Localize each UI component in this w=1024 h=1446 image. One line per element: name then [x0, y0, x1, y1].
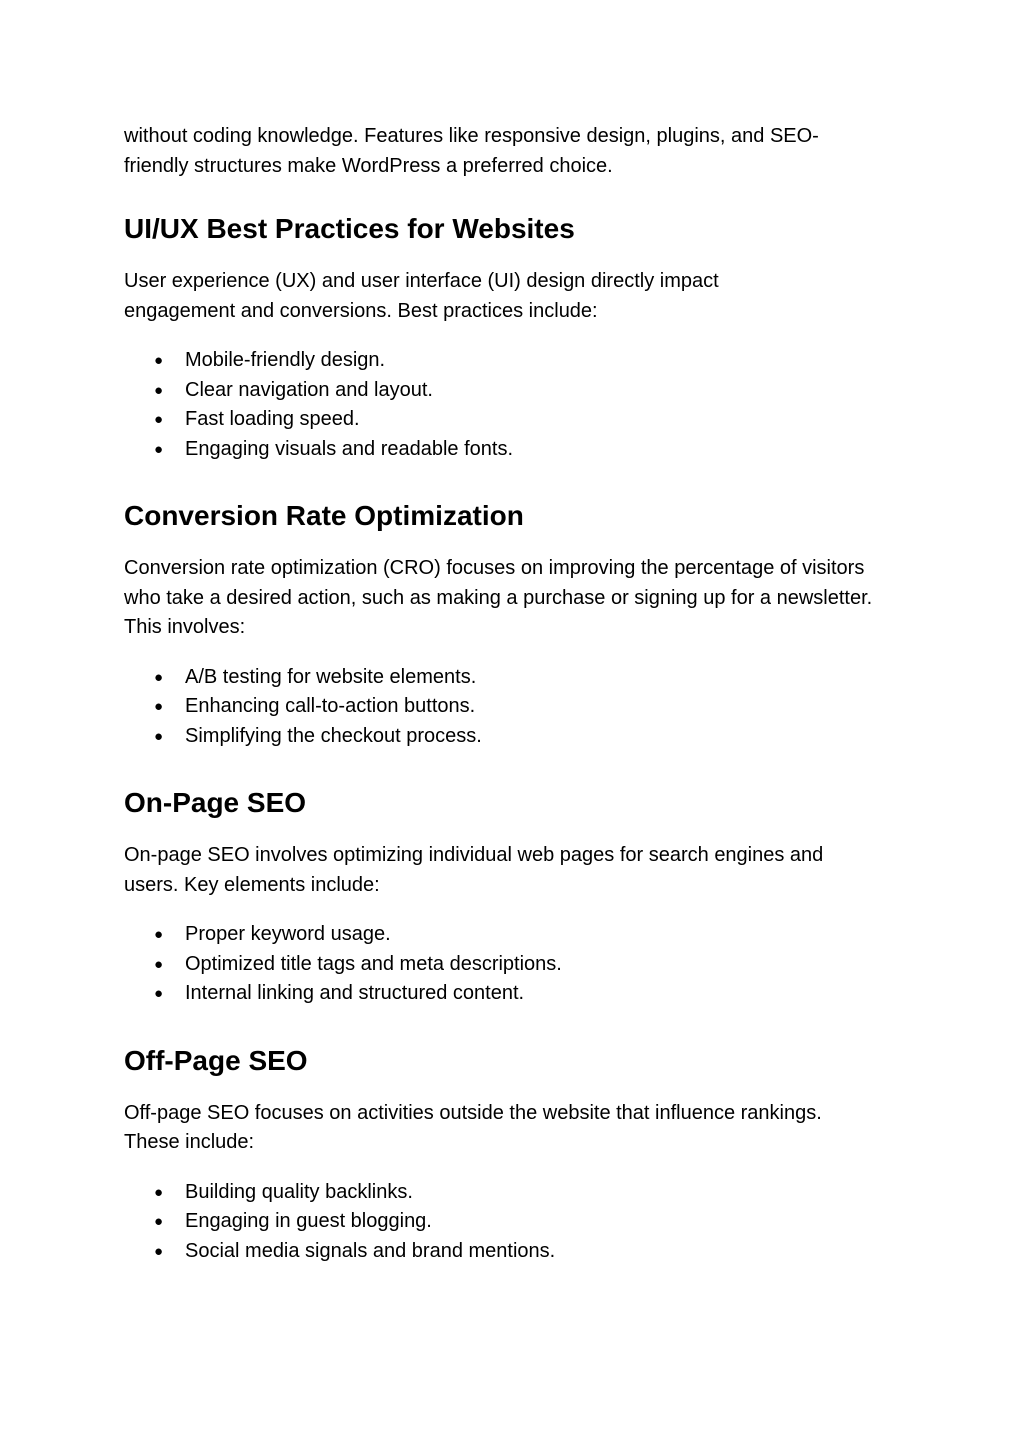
section-paragraph: User experience (UX) and user interface (UI) design directly impact engagement and conversions. Best practices include: [124, 270, 719, 322]
intro-paragraph: without coding knowledge. Features like responsive design, plugins, and SEO-friendly structures make WordPress a preferred choice. [124, 125, 819, 177]
list-item: ● Social media signals and brand mentions. [124, 1237, 904, 1267]
bullet-list [124, 920, 904, 1009]
section [124, 211, 904, 464]
section-heading: On-Page SEO [124, 787, 307, 818]
list-item: ● Clear navigation and layout. [124, 376, 904, 406]
list-item: ● Proper keyword usage. [124, 920, 904, 950]
document-content [124, 122, 904, 1266]
list-item: ● Engaging in guest blogging. [124, 1207, 904, 1237]
list-item: ● Internal linking and structured content. [124, 979, 904, 1009]
list-item: ● Optimized title tags and meta descriptions. [124, 950, 904, 980]
section-heading: UI/UX Best Practices for Websites [124, 213, 575, 244]
section-paragraph: On-page SEO involves optimizing individual web pages for search engines and users. Key elements include: [124, 844, 824, 896]
section [124, 498, 904, 751]
list-item: ● Enhancing call-to-action buttons. [124, 692, 904, 722]
section-paragraph: Off-page SEO focuses on activities outside the website that influence rankings. These include: [124, 1101, 822, 1153]
section-heading: Conversion Rate Optimization [124, 500, 524, 531]
bullet-list [124, 1178, 904, 1267]
section-heading: Off-Page SEO [124, 1044, 308, 1076]
bullet-list [124, 663, 904, 752]
bullet-list [124, 346, 904, 464]
section [124, 785, 904, 1009]
list-item: ● A/B testing for website elements. [124, 663, 904, 693]
list-item: ● Engaging visuals and readable fonts. [124, 435, 904, 465]
section [124, 1043, 904, 1267]
section-paragraph: Conversion rate optimization (CRO) focuses on improving the percentage of visitors who take a desired action, such as making a purchase or signing up for a newsletter. This involves: [124, 557, 873, 638]
list-item: ● Simplifying the checkout process. [124, 722, 904, 752]
list-item: ● Building quality backlinks. [124, 1178, 904, 1208]
list-item: ● Fast loading speed. [124, 405, 904, 435]
list-item: ● Mobile-friendly design. [124, 346, 904, 376]
